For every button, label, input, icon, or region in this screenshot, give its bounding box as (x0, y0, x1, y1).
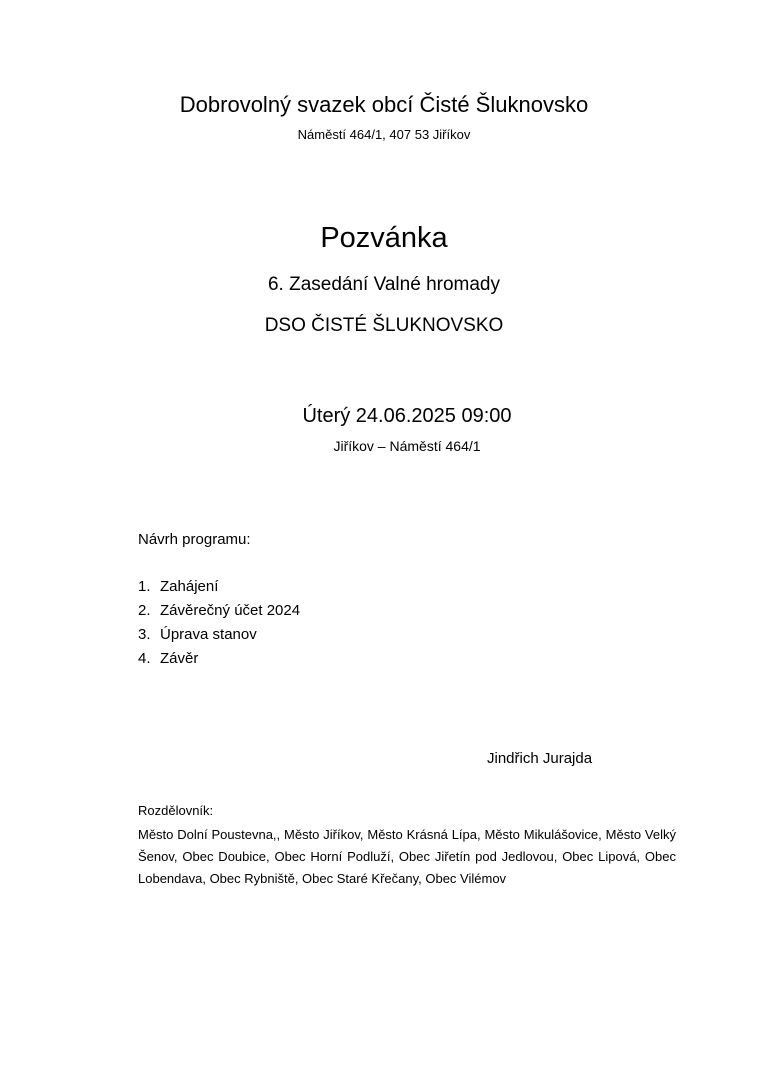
program-item-number: 3. (138, 626, 151, 643)
program-item (138, 575, 300, 599)
program-item-number: 2. (138, 602, 151, 619)
invitation-title: Pozvánka (320, 222, 448, 254)
program-list (138, 575, 300, 671)
program-item-text: Zahájení (160, 578, 219, 595)
distribution-heading: Rozdělovník: (138, 803, 214, 818)
program-item-text: Závěr (160, 650, 199, 667)
organization-address: Náměstí 464/1, 407 53 Jiříkov (297, 127, 471, 142)
meeting-datetime: Úterý 24.06.2025 09:00 (302, 405, 512, 427)
program-item (138, 623, 300, 647)
organization-short-name: DSO ČISTÉ ŠLUKNOVSKO (264, 315, 504, 336)
distribution-list: Město Dolní Poustevna,, Město Jiříkov, Město Krásná Lípa, Město Mikulášovice, Město Velký Šenov, Obec Doubice, Obec Horní Podluží, Obec Jiřetín pod Jedlovou, Obec Lipová, Obec Lobendava, Obec Rybniště, Obec Staré Křečany, Obec Vilémov (138, 827, 676, 886)
organization-name: Dobrovolný svazek obcí Čisté Šluknovsko (179, 92, 589, 117)
program-item-text: Úprava stanov (160, 626, 257, 643)
program-item (138, 599, 300, 623)
meeting-name: 6. Zasedání Valné hromady (267, 274, 500, 295)
meeting-venue: Jiříkov – Náměstí 464/1 (333, 438, 481, 454)
program-item (138, 647, 300, 671)
program-item-number: 4. (138, 650, 151, 667)
program-item-number: 1. (138, 578, 151, 595)
program-heading: Návrh programu: (138, 531, 251, 548)
program-item-text: Závěrečný účet 2024 (160, 602, 301, 619)
signature-name: Jindřich Jurajda (487, 750, 593, 767)
